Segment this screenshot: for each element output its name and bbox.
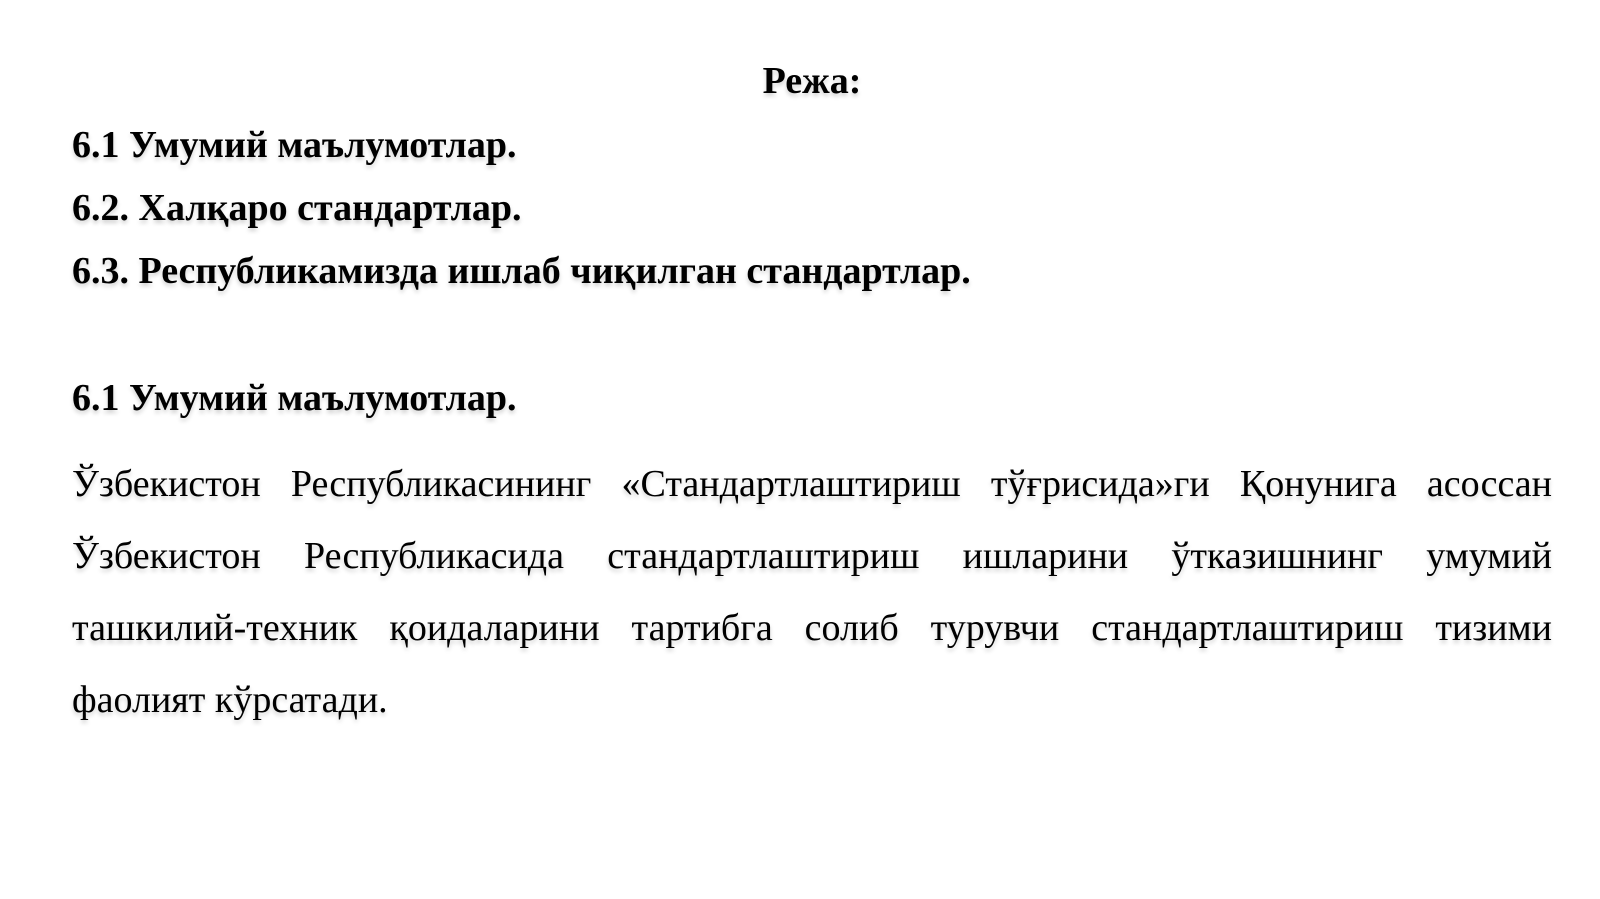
section-heading: 6.1 Умумий маълумотлар. bbox=[72, 377, 517, 419]
section-paragraph: Ўзбекистон Республикасининг «Стандартлаштириш тўғрисида»ги Қонунига асоссан Ўзбекистон Республикасида стандартлаштириш ишларини ўтказишнинг умумий ташкилий-техник қоидаларини тартибга солиб турувчи стандартлаштириш тизими фаолият кўрсатади. bbox=[72, 463, 1552, 721]
plan-item-3: 6.3. Республикамизда ишлаб чиқилган стандартлар. bbox=[72, 250, 971, 292]
plan-item-2: 6.2. Халқаро стандартлар. bbox=[72, 187, 522, 229]
page-title: Режа: bbox=[762, 60, 862, 102]
plan-item-1: 6.1 Умумий маълумотлар. bbox=[72, 124, 517, 166]
